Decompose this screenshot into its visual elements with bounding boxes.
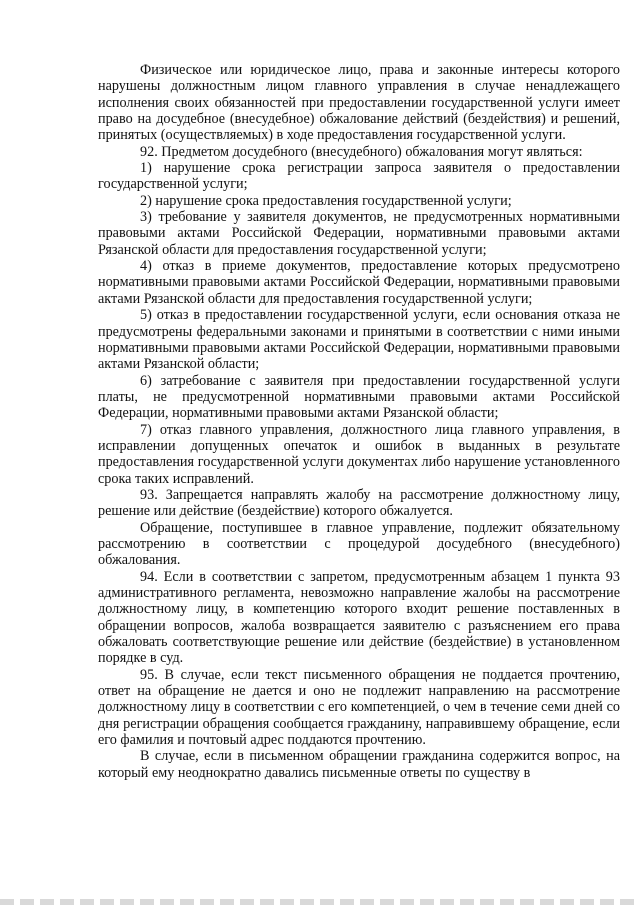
paragraph-92-item-2: 2) нарушение срока предоставления государственной услуги; <box>140 192 512 209</box>
scan-bottom-edge <box>0 899 640 905</box>
paragraph-92-subject: 92. Предметом досудебного (внесудебного) обжалования могут являться: <box>140 143 583 160</box>
paragraph-94-return: 94. Если в соответствии с запретом, предусмотренным абзацем 1 пункта 93 административного регламента, невозможно направление жалобы на рассмотрение должностному лицу, в компетенцию которого входит решение поставленных в обращении вопросов, жалоба возвращается заявителю с разъяснением его права обжаловать соответствующие решение или действие (бездействие) в установленном порядке в суд. <box>98 568 620 667</box>
paragraph-93-prohibition: 93. Запрещается направлять жалобу на рассмотрение должностному лицу, решение или действие (бездействие) которого обжалуется. <box>98 486 620 520</box>
paragraph-93-mandatory-review: Обращение, поступившее в главное управление, подлежит обязательному рассмотрению в соответствии с процедурой досудебного (внесудебного) обжалования. <box>98 519 620 569</box>
paragraph-92-item-7: 7) отказ главного управления, должностного лица главного управления, в исправлении допущенных опечаток и ошибок в выданных в результате предоставления государственной услуги документах либо нарушение установленного срока таких исправлений. <box>98 421 620 487</box>
paragraph-appeal-right: Физическое или юридическое лицо, права и законные интересы которого нарушены должностным лицом главного управления в случае ненадлежащего исполнения своих обязанностей при предоставлении государственной услуги имеет право на досудебное (внесудебное) обжалование действий (бездействия) и решений, принятых (осуществляемых) в ходе предоставления государственной услуги. <box>98 62 620 144</box>
paragraph-92-item-5: 5) отказ в предоставлении государственной услуги, если основания отказа не предусмотрены федеральными законами и принятыми в соответствии с ними иными нормативными правовыми актами Российской Федерации, нормативными правовыми актами Рязанской области; <box>98 307 620 373</box>
document-page <box>98 62 620 781</box>
paragraph-92-item-4: 4) отказ в приеме документов, предоставление которых предусмотрено нормативными правовыми актами Российской Федерации, нормативными правовыми актами Рязанской области для предоставления государственной услуги; <box>98 258 620 307</box>
paragraph-92-item-1: 1) нарушение срока регистрации запроса заявителя о предоставлении государственной услуги; <box>98 160 620 193</box>
paragraph-92-item-6: 6) затребование с заявителя при предоставлении государственной услуги платы, не предусмотренной нормативными правовыми актами Российской Федерации, нормативными правовыми актами Рязанской области; <box>98 372 620 422</box>
paragraph-92-item-3: 3) требование у заявителя документов, не предусмотренных нормативными правовыми актами Российской Федерации, нормативными правовыми актами Рязанской области для предоставления государственной услуги; <box>98 209 620 258</box>
paragraph-95-illegible: 95. В случае, если текст письменного обращения не поддается прочтению, ответ на обращение не дается и оно не подлежит направлению на рассмотрение должностному лицу в соответствии с его компетенцией, о чем в течение семи дней со дня регистрации обращения сообщается гражданину, направившему обращение, если его фамилия и почтовый адрес поддаются прочтению. <box>98 666 620 749</box>
paragraph-95-repeated-question: В случае, если в письменном обращении гражданина содержится вопрос, на который ему неоднократно давались письменные ответы по существу в <box>98 748 620 781</box>
